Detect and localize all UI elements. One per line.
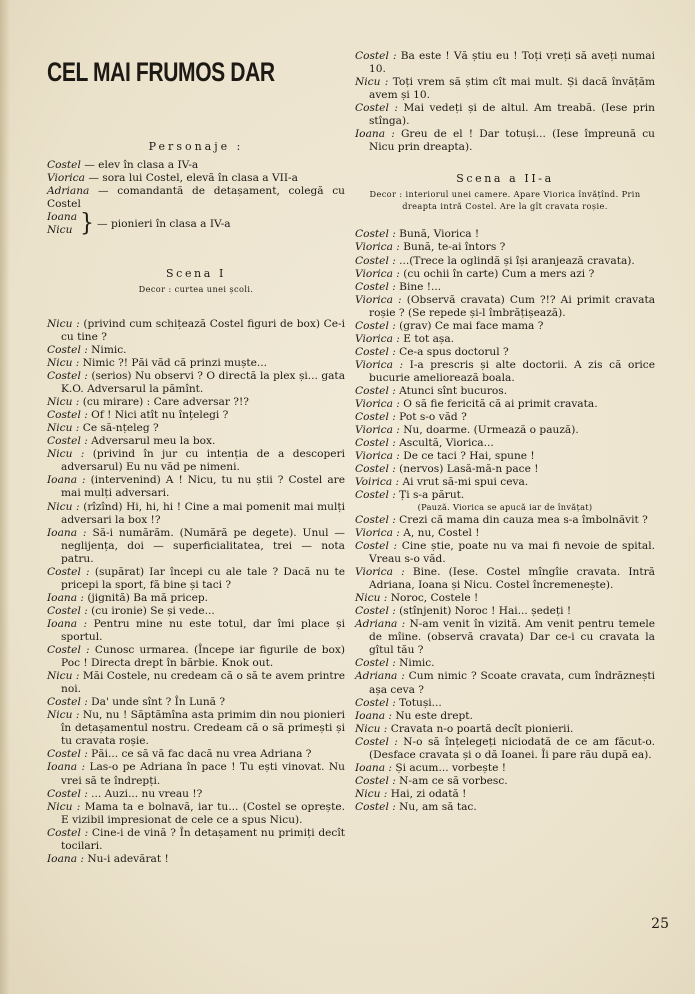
character-desc: — sora lui Costel, elevă în clasa a VII-a — [88, 172, 298, 185]
dialogue-text: Bună, te-ai întors ? — [403, 241, 506, 254]
speaker-name: Ioana : — [47, 761, 86, 774]
dialogue-line — [355, 241, 655, 254]
speaker-name: Viorica : — [355, 267, 400, 280]
brace-symbol: } — [80, 209, 95, 238]
dialogue-line — [47, 592, 345, 605]
dialogue-line — [47, 435, 345, 448]
speaker-name: Nicu : — [47, 709, 80, 722]
speaker-name: Nicu : — [355, 722, 388, 735]
dialogue-text: (privind în jur cu intenția de a descoperi adversarul) Eu nu văd pe nimeni. — [61, 448, 345, 474]
character-group — [47, 211, 345, 237]
speaker-name: Nicu : — [47, 396, 80, 409]
dialogue-text: Bună, Viorica ! — [399, 228, 480, 241]
speaker-name: Viorica : — [355, 241, 400, 254]
dialogue-text: Ai vrut să-mi spui ceva. — [402, 476, 529, 489]
speaker-name: Costel : — [47, 604, 88, 617]
dialogue-line — [355, 102, 655, 128]
scene-2-decor: Decor : interiorul unei camere. Apare Viorica învățînd. Prin dreapta intră Costel. Are la gît cravata roșie. — [369, 189, 641, 211]
speaker-name: Nicu : — [47, 357, 80, 370]
speaker-name: Nicu : — [47, 800, 81, 813]
dialogue-line — [355, 346, 655, 359]
dialogue-text: Ce să-nțeleg ? — [82, 422, 159, 435]
speaker-name: Costel : — [47, 696, 88, 709]
speaker-name: Viorica : — [355, 450, 400, 463]
dialogue-text: Nimic ?! Păi văd că prinzi muște... — [82, 357, 268, 370]
speaker-name: Costel : — [355, 540, 398, 552]
dialogue-line — [47, 422, 345, 435]
dialogue-text: Totuși... — [399, 696, 442, 709]
dialogue-text: Măi Costele, nu credeam că o să te avem printre noi. — [61, 670, 345, 696]
dialogue-text: (stînjenit) Noroc ! Hai... ședeți ! — [399, 605, 572, 618]
dialogue-text: N-am venit în vizită. Am venit pentru temele de mîine. (observă cravata) Dar ce-i cu cravata la gîtul tău ? — [369, 618, 656, 657]
dialogue-line — [355, 710, 655, 723]
speaker-name: Nicu : — [355, 592, 388, 605]
dialogue-line — [355, 788, 655, 801]
speaker-name: Costel : — [355, 319, 396, 332]
dialogue-line — [355, 540, 655, 566]
dialogue-text: (intervenind) A ! Nicu, tu nu știi ? Costel are mai mulți adversari. — [61, 474, 345, 500]
dialogue-text: Of ! Nici atît nu înțelegi ? — [91, 409, 229, 422]
dialogue-line — [47, 644, 345, 670]
dialogue-line — [355, 50, 655, 76]
speaker-name: Ioana : — [47, 474, 86, 487]
speaker-name: Costel : — [47, 565, 90, 578]
dialogue-text: Să-i numărăm. (Numără pe degete). Unul — neglijența, doi — superficialitatea, trei — nota patru. — [61, 526, 345, 565]
dialogue-line — [355, 128, 655, 154]
character-entry — [47, 185, 345, 211]
speaker-name: Costel : — [355, 774, 396, 787]
speaker-name: Costel : — [47, 787, 88, 800]
dialogue-text: Crezi că mama din cauza mea s-a îmbolnăvit ? — [399, 513, 648, 526]
speaker-name: Costel : — [355, 657, 396, 670]
speaker-name: Costel : — [355, 345, 396, 358]
dialogue-text: (jignită) Ba mă pricep. — [87, 591, 208, 604]
dialogue-text: Mama ta e bolnavă, iar tu... (Costel se oprește. E vizibil impresionat de cele ce a spus Nicu). — [61, 800, 345, 826]
character-name: Nicu — [47, 224, 73, 237]
dialogue-text: Bine. (Iese. Costel mîngîie cravata. Intră Adriana, Ioana și Nicu. Costel încremenește). — [369, 566, 655, 592]
dialogue-text: (nervos) Lasă-mă-n pace ! — [399, 463, 539, 476]
dialogue-line — [355, 281, 655, 294]
speaker-name: Costel : — [355, 513, 396, 526]
dialogue-text: Ba este ! Vă știu eu ! Toți vreți să aveți numai 10. — [369, 50, 655, 76]
scene-1-dialogue-continued — [355, 50, 655, 154]
dialogue-text: E tot așa. — [403, 332, 455, 345]
speaker-name: Nicu : — [47, 670, 80, 683]
dialogue-text: Ascultă, Viorica... — [399, 437, 494, 450]
scene-1-dialogue — [47, 318, 345, 866]
speaker-name: Viorica : — [355, 358, 404, 371]
dialogue-text: Nimic. — [399, 657, 435, 670]
dialogue-text: Pentru mine nu este totul, dar îmi place și sportul. — [61, 617, 345, 643]
character-entry — [47, 159, 345, 172]
dialogue-text: ... Auzi... nu vreau !? — [91, 787, 203, 800]
dialogue-line — [355, 775, 655, 788]
play-title: CEL MAI FRUMOS DAR — [47, 57, 275, 87]
dialogue-text: Și acum... vorbește ! — [395, 761, 507, 774]
speaker-name: Costel : — [355, 437, 396, 450]
dialogue-line — [47, 605, 345, 618]
dialogue-text: (grav) Ce mai face mama ? — [399, 319, 544, 332]
dialogue-text: Noroc, Costele ! — [390, 592, 479, 605]
speaker-name: Ioana : — [355, 761, 392, 774]
speaker-name: Ioana : — [355, 128, 395, 141]
dialogue-text: (supărat) Iar începi cu ale tale ? Dacă nu te pricepi la sport, fă bine și taci ? — [61, 565, 345, 591]
dialogue-line — [47, 370, 345, 396]
dialogue-line — [47, 670, 345, 696]
characters-heading: Personaje : — [148, 140, 244, 153]
dialogue-line — [355, 670, 655, 696]
dialogue-line — [355, 411, 655, 424]
speaker-name: Ioana : — [47, 852, 84, 865]
speaker-name: Costel : — [47, 343, 88, 356]
dialogue-line — [47, 748, 345, 761]
dialogue-line — [355, 605, 655, 618]
speaker-name: Costel : — [355, 280, 396, 293]
character-name: Ioana — [47, 211, 78, 224]
dialogue-line — [355, 385, 655, 398]
dialogue-line — [355, 657, 655, 670]
dialogue-text: I-a prescris și alte doctorii. A zis că orice bucurie ameliorează boala. — [369, 358, 655, 384]
characters-list — [47, 159, 345, 237]
speaker-name: Nicu : — [47, 317, 80, 330]
right-column — [355, 50, 655, 814]
dialogue-text: N-o să înțelegeți niciodată de ce am făcut-o. (Desface cravata și o dă Ioanei. Îi pare rău după ea). — [369, 735, 655, 761]
dialogue-text: (cu ironie) Se și vede... — [91, 604, 215, 617]
dialogue-line — [355, 320, 655, 333]
character-name: Adriana — [47, 185, 90, 198]
speaker-name: Costel : — [47, 370, 88, 383]
speaker-name: Viorica : — [355, 566, 405, 579]
dialogue-line — [355, 489, 655, 502]
speaker-name: Costel : — [355, 102, 398, 115]
dialogue-line — [47, 344, 345, 357]
dialogue-text: Bine !... — [399, 280, 442, 293]
speaker-name: Costel : — [47, 409, 88, 422]
dialogue-text: Nu, doarme. (Urmează o pauză). — [403, 424, 579, 437]
dialogue-line — [355, 268, 655, 281]
speaker-name: Ioana : — [47, 526, 87, 539]
stage-direction: (Pauză. Viorica se apucă iar de învățat) — [417, 502, 593, 513]
dialogue-text: Ce-a spus doctorul ? — [399, 345, 509, 358]
dialogue-line — [355, 723, 655, 736]
dialogue-text: Las-o pe Adriana în pace ! Tu ești vinovat. Nu vrei să te îndrepți. — [61, 761, 345, 787]
speaker-name: Ioana : — [355, 709, 392, 722]
scene-1-heading: Scena I — [166, 267, 226, 281]
speaker-name: Costel : — [355, 411, 396, 424]
dialogue-text: (privind cum schițează Costel figuri de box) Ce-i cu tine ? — [61, 317, 345, 343]
scene-2-dialogue — [355, 228, 655, 814]
dialogue-text: ...(Trece la oglindă și își aranjează cravata). — [399, 254, 635, 267]
speaker-name: Costel : — [355, 605, 396, 618]
dialogue-text: Toți vrem să știm cît mai mult. Și dacă învățăm avem și 10. — [369, 76, 656, 102]
dialogue-line — [355, 424, 655, 437]
dialogue-line — [47, 448, 345, 474]
dialogue-line — [47, 409, 345, 422]
speaker-name: Viorica : — [355, 526, 400, 539]
character-name: Costel — [47, 159, 81, 172]
dialogue-text: Nu este drept. — [395, 709, 473, 722]
dialogue-line — [47, 566, 345, 592]
dialogue-line — [47, 709, 345, 748]
scene-2-heading: Scena a II-a — [456, 172, 554, 186]
speaker-name: Nicu : — [47, 500, 80, 513]
speaker-name: Viorica : — [355, 424, 400, 437]
speaker-name: Costel : — [47, 435, 88, 448]
dialogue-text: Cunosc urmarea. (Începe iar figurile de box) Poc ! Directa drept în bărbie. Knok out. — [61, 644, 345, 670]
dialogue-line — [355, 801, 655, 814]
left-column — [47, 50, 345, 866]
dialogue-text: A, nu, Costel ! — [403, 526, 480, 539]
dialogue-line — [47, 396, 345, 409]
speaker-name: Nicu : — [47, 422, 80, 435]
dialogue-text: (Observă cravata) Cum ?!? Ai primit cravata roșie ? (Se repede și-l îmbrățișează). — [369, 293, 656, 319]
dialogue-line — [355, 697, 655, 710]
character-desc: — elev în clasa a IV-a — [84, 159, 199, 172]
dialogue-text: N-am ce să vorbesc. — [399, 774, 508, 787]
dialogue-text: Pot s-o văd ? — [399, 411, 467, 424]
dialogue-line — [355, 476, 655, 489]
dialogue-line — [47, 801, 345, 827]
dialogue-text: Păi... ce să vă fac dacă nu vrea Adriana ? — [91, 748, 312, 761]
dialogue-text: Nimic. — [91, 343, 127, 356]
dialogue-text: (cu mirare) : Care adversar ?!? — [82, 396, 249, 409]
dialogue-text: Cine știe, poate nu va mai fi nevoie de spital. Vreau s-o văd. — [369, 540, 655, 566]
dialogue-text: Hai, zi odată ! — [390, 787, 467, 800]
character-desc: — comandantă de detașament, colegă cu Costel — [47, 185, 345, 211]
dialogue-line — [47, 618, 345, 644]
dialogue-text: (rîzînd) Hi, hi, hi ! Cine a mai pomenit mai mulți adversari la box !? — [61, 500, 345, 526]
page-spine-shadow — [0, 0, 10, 994]
speaker-name: Voirica : — [355, 476, 400, 489]
speaker-name: Nicu : — [355, 76, 389, 89]
dialogue-line — [355, 255, 655, 268]
dialogue-line — [355, 736, 655, 762]
dialogue-line — [47, 357, 345, 370]
dialogue-text: De ce taci ? Hai, spune ! — [403, 450, 535, 463]
character-desc: — pionieri în clasa a IV-a — [97, 217, 231, 230]
dialogue-line — [355, 762, 655, 775]
dialogue-line — [355, 566, 655, 592]
dialogue-line — [47, 318, 345, 344]
dialogue-line — [355, 228, 655, 241]
dialogue-text: Nu, nu ! Săptămîna asta primim din nou pionieri în detașamentul nostru. Credeam că o să primești și tu cravata roșie. — [61, 709, 345, 748]
dialogue-text: Atunci sînt bucuros. — [399, 384, 508, 397]
dialogue-line — [355, 294, 655, 320]
speaker-name: Nicu : — [355, 787, 388, 800]
dialogue-line — [355, 514, 655, 527]
speaker-name: Costel : — [355, 254, 396, 267]
dialogue-line — [355, 333, 655, 346]
dialogue-text: (serios) Nu observi ? O directă la plex și... gata K.O. Adversarul la pămînt. — [61, 370, 346, 396]
page-number: 25 — [651, 916, 669, 932]
dialogue-line — [47, 853, 345, 866]
dialogue-line — [355, 450, 655, 463]
dialogue-text: Da' unde sînt ? În Lună ? — [91, 696, 226, 709]
speaker-name: Costel : — [47, 748, 88, 761]
speaker-name: Adriana : — [355, 670, 405, 683]
speaker-name: Costel : — [355, 384, 396, 397]
speaker-name: Costel : — [355, 735, 398, 748]
dialogue-text: Adversarul meu la box. — [91, 435, 216, 448]
speaker-name: Nicu : — [47, 448, 85, 461]
dialogue-text: Cravata n-o poartă decît pionierii. — [390, 722, 574, 735]
dialogue-line — [355, 398, 655, 411]
dialogue-text: Nu-i adevărat ! — [87, 852, 169, 865]
speaker-name: Costel : — [355, 228, 396, 241]
dialogue-line — [355, 592, 655, 605]
dialogue-text: O să fie fericită că ai primit cravata. — [403, 398, 598, 411]
dialogue-text: Nu, am să tac. — [399, 800, 477, 813]
dialogue-line — [47, 501, 345, 527]
speaker-name: Costel : — [355, 800, 396, 813]
dialogue-line — [355, 463, 655, 476]
speaker-name: Viorica : — [355, 398, 400, 411]
dialogue-line — [47, 788, 345, 801]
dialogue-line — [47, 761, 345, 787]
character-name: Viorica — [47, 172, 85, 185]
dialogue-line — [355, 359, 655, 385]
speaker-name: Costel : — [355, 50, 397, 62]
speaker-name: Ioana : — [47, 591, 84, 604]
speaker-name: Costel : — [355, 463, 396, 476]
speaker-name: Viorica : — [355, 293, 402, 306]
speaker-name: Costel : — [355, 696, 396, 709]
dialogue-text: Greu de el ! Dar totuși... (Iese împreună cu Nicu prin dreapta). — [369, 128, 655, 154]
dialogue-line — [47, 474, 345, 500]
speaker-name: Adriana : — [355, 618, 406, 631]
dialogue-text: Ți s-a părut. — [399, 489, 465, 502]
dialogue-text: (cu ochii în carte) Cum a mers azi ? — [403, 267, 595, 280]
speaker-name: Costel : — [47, 644, 90, 657]
speaker-name: Ioana : — [47, 617, 88, 630]
scene-1-decor: Decor : curtea unei școli. — [138, 284, 254, 295]
dialogue-line — [355, 437, 655, 450]
dialogue-line — [47, 696, 345, 709]
speaker-name: Costel : — [355, 489, 396, 502]
dialogue-line — [355, 527, 655, 540]
speaker-name: Costel : — [47, 826, 89, 839]
character-entry — [47, 172, 345, 185]
dialogue-line — [355, 618, 655, 657]
speaker-name: Viorica : — [355, 332, 400, 345]
dialogue-line — [355, 76, 655, 102]
dialogue-line — [47, 527, 345, 566]
dialogue-text: Cine-i de vină ? În detașament nu primiți decît tocilari. — [61, 826, 345, 852]
dialogue-text: Cum nimic ? Scoate cravata, cum îndrăznești așa ceva ? — [369, 670, 655, 696]
dialogue-line — [47, 827, 345, 853]
dialogue-text: Mai vedeți și de altul. Am treabă. (Iese prin stînga). — [369, 102, 655, 128]
